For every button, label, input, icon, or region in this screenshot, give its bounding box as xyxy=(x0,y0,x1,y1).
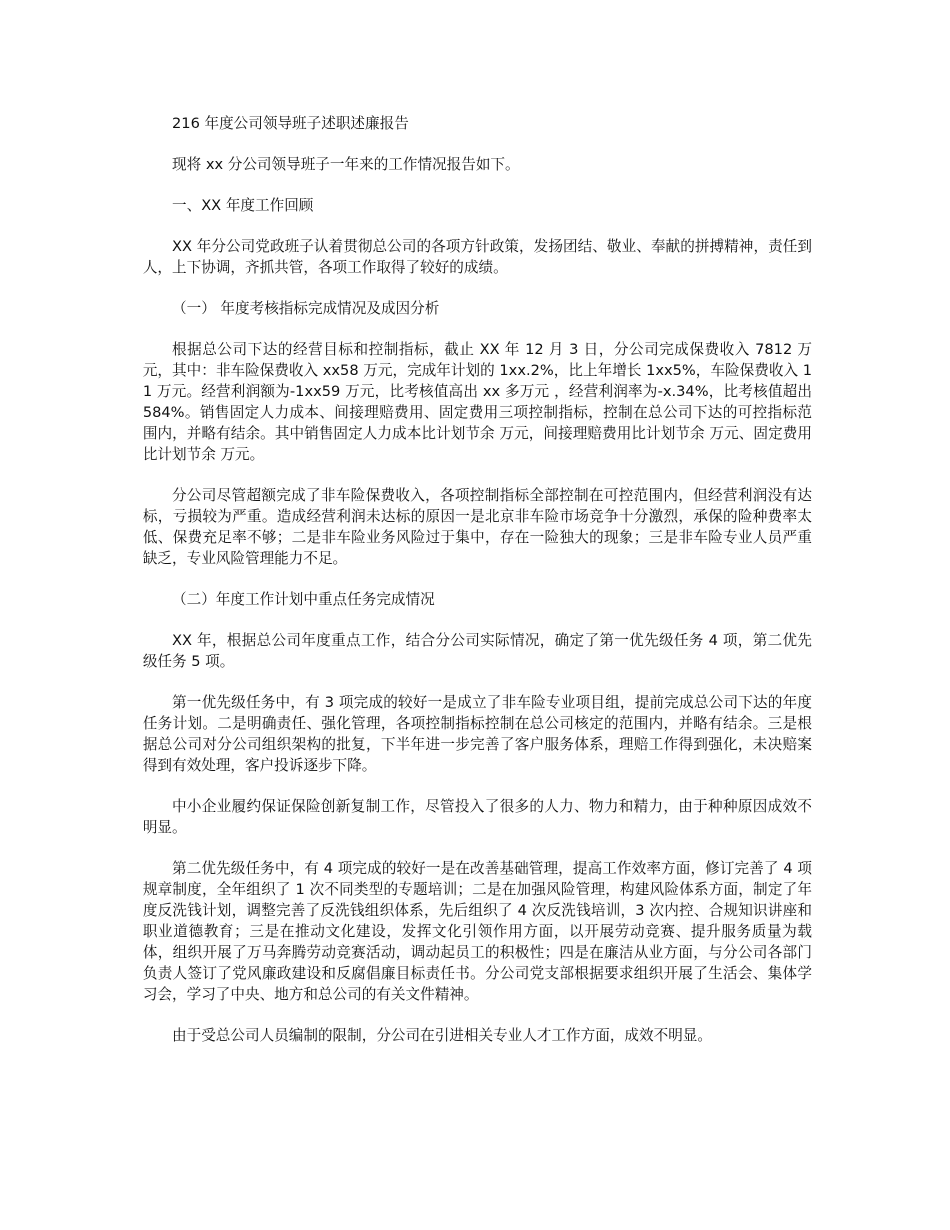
paragraph: 由于受总公司人员编制的限制，分公司在引进相关专业人才工作方面，成效不明显。 xyxy=(172,1027,712,1044)
subsection-heading: （一） 年度考核指标完成情况及成因分析 xyxy=(172,300,440,317)
paragraph: XX 年，根据总公司年度重点工作，结合分公司实际情况，确定了第一优先级任务 4 项，第二优先级任务 5 项。 xyxy=(142,632,812,670)
intro-paragraph: 现将 xx 分公司领导班子一年来的工作情况报告如下。 xyxy=(172,156,520,173)
section-heading: 一、XX 年度工作回顾 xyxy=(172,197,314,214)
paragraph: 分公司尽管超额完成了非车险保费收入，各项控制指标全部控制在可控范围内，但经营利润没有达标，亏损较为严重。造成经营利润未达标的原因一是北京非车险市场竞争十分激烈，承保的险种费率太低、保费充足率不够；二是非车险业务风险过于集中，存在一险独大的现象；三是非车险专业人员严重缺乏，专业风险管理能力不足。 xyxy=(142,487,812,567)
paragraph: 第一优先级任务中，有 3 项完成的较好一是成立了非车险专业项目组，提前完成总公司下达的年度任务计划。二是明确责任、强化管理，各项控制指标控制在总公司核定的范围内，并略有结余。三是根据总公司对分公司组织架构的批复，下半年进一步完善了客户服务体系，理赔工作得到强化，未决赔案得到有效处理，客户投诉逐步下降。 xyxy=(142,694,812,774)
paragraph: 中小企业履约保证保险创新复制工作，尽管投入了很多的人力、物力和精力，由于种种原因成效不明显。 xyxy=(142,798,812,836)
paragraph: XX 年分公司党政班子认着贯彻总公司的各项方针政策，发扬团结、敬业、奉献的拼搏精神，责任到人，上下协调，齐抓共管，各项工作取得了较好的成绩。 xyxy=(142,238,812,276)
document-title: 216 年度公司领导班子述职述廉报告 xyxy=(172,115,409,132)
document-body xyxy=(142,113,812,1066)
paragraph: 第二优先级任务中，有 4 项完成的较好一是在改善基础管理，提高工作效率方面，修订完善了 4 项规章制度，全年组织了 1 次不同类型的专题培训；二是在加强风险管理，构建风险体系方面，制定了年度反洗钱计划，调整完善了反洗钱组织体系，先后组织了 4 次反洗钱培训，3 次内控、合规知识讲座和职业道德教育；三是在推动文化建设，发挥文化引领作用方面，以开展劳动竞赛、提升服务质量为载体，组织开展了万马奔腾劳动竞赛活动，调动起员工的积极性；四是在廉洁从业方面，与分公司各部门负责人签订了党风廉政建设和反腐倡廉目标责任书。分公司党支部根据要求组织开展了生活会、集体学习会，学习了中央、地方和总公司的有关文件精神。 xyxy=(142,860,812,1003)
subsection-heading: （二）年度工作计划中重点任务完成情况 xyxy=(172,591,435,608)
paragraph: 根据总公司下达的经营目标和控制指标，截止 XX 年 12 月 3 日，分公司完成保费收入 7812 万元，其中：非车险保费收入 xx58 万元，完成年计划的 1xx.2%，比上年增长 1xx5%，车险保费收入 11 万元。经营利润额为-1xx59 万元，比考核值高出 xx 多万元 ，经营利润率为-x.34%，比考核值超出 584%。销售固定人力成本、间接理赔费用、固定费用三项控制指标，控制在总公司下达的可控指标范围内，并略有结余。其中销售固定人力成本比计划节余 万元，间接理赔费用比计划节余 万元、固定费用比计划节余 万元。 xyxy=(142,341,812,463)
